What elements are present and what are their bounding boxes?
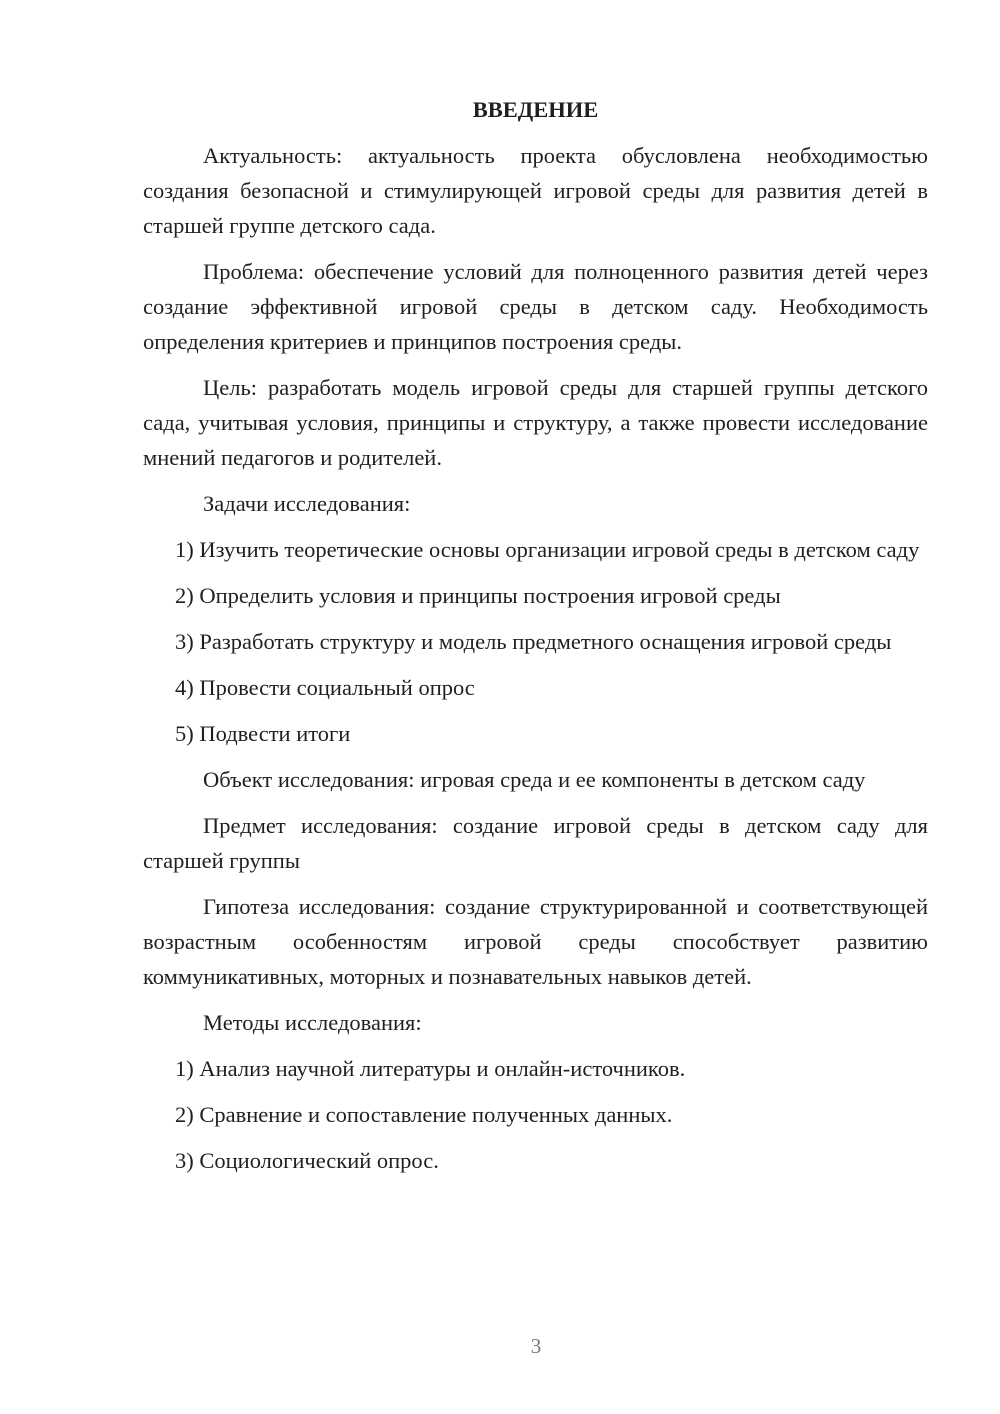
task-item: 3) Разработать структуру и модель предметного оснащения игровой среды (175, 629, 892, 654)
relevance-paragraph: Актуальность: актуальность проекта обусловлена необходимостью создания безопасной и стимулирующей игровой среды для развития детей в старшей группе детского сада. (143, 143, 928, 238)
subject-paragraph: Предмет исследования: создание игровой среды в детском саду для старшей группы (143, 813, 928, 873)
tasks-list (143, 532, 928, 751)
hypothesis-paragraph: Гипотеза исследования: создание структурированной и соответствующей возрастным особенностям игровой среды способствует развитию коммуникативных, моторных и познавательных навыков детей. (143, 894, 928, 989)
page-content (143, 92, 928, 1189)
tasks-title: Задачи исследования: (203, 491, 411, 516)
task-item: 2) Определить условия и принципы построения игровой среды (175, 583, 781, 608)
task-item: 5) Подвести итоги (175, 721, 351, 746)
method-item: 1) Анализ научной литературы и онлайн-источников. (175, 1056, 686, 1081)
page-number: 3 (530, 1334, 542, 1358)
section-heading: ВВЕДЕНИЕ (472, 97, 599, 122)
method-item: 3) Социологический опрос. (175, 1148, 439, 1173)
problem-paragraph: Проблема: обеспечение условий для полноценного развития детей через создание эффективной игровой среды в детском саду. Необходимость определения критериев и принципов построения среды. (143, 259, 928, 354)
method-item: 2) Сравнение и сопоставление полученных данных. (175, 1102, 673, 1127)
task-item: 4) Провести социальный опрос (175, 675, 475, 700)
object-paragraph: Объект исследования: игровая среда и ее компоненты в детском саду (203, 767, 866, 792)
goal-paragraph: Цель: разработать модель игровой среды для старшей группы детского сада, учитывая условия, принципы и структуру, а также провести исследование мнений педагогов и родителей. (143, 375, 928, 470)
task-item: 1) Изучить теоретические основы организации игровой среды в детском саду (175, 537, 920, 562)
methods-title: Методы исследования: (203, 1010, 422, 1035)
methods-list (143, 1051, 928, 1178)
